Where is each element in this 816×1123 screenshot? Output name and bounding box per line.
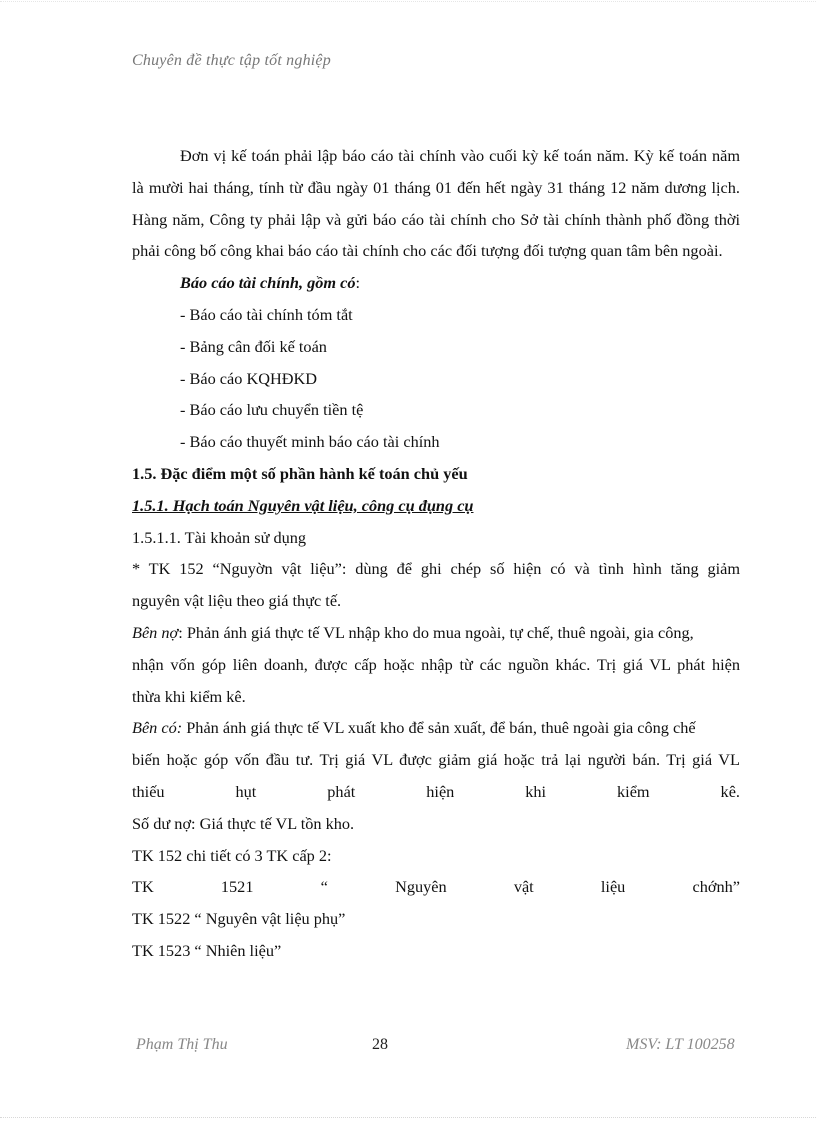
paragraph-line: thiếu hụt phát hiện khi kiểm kê. — [132, 781, 740, 801]
account-line: TK 1523 “ Nhiên liệu” — [132, 940, 282, 960]
paragraph-line: phải công bố công khai báo cáo tài chính cho các đối tượng đối tượng quan tâm bên ngoài. — [132, 241, 723, 261]
footer-student-id: MSV: LT 100258 — [626, 1036, 735, 1053]
ben-no-text: : Phản ánh giá thực tế VL nhập kho do mua ngoài, tự chế, thuê ngoài, gia công, — [178, 622, 694, 642]
paragraph-line: thừa khi kiểm kê. — [132, 686, 246, 706]
list-item: - Báo cáo tài chính tóm tắt — [180, 304, 353, 324]
reports-heading-text: Báo cáo tài chính, gồm có — [180, 273, 356, 293]
paragraph-line: nhận vốn góp liên doanh, được cấp hoặc nhập từ các nguồn khác. Trị giá VL phát hiện — [132, 654, 740, 674]
list-item: - Báo cáo lưu chuyển tiền tệ — [180, 400, 364, 420]
page-header: Chuyên đề thực tập tốt nghiệp — [132, 52, 331, 69]
paragraph-line: * TK 152 “Nguyờn vật liệu”: dùng để ghi chép số hiện có và tình hình tăng giảm — [132, 559, 740, 579]
account-line: TK 1522 “ Nguyên vật liệu phụ” — [132, 909, 346, 929]
footer-page-number: 28 — [372, 1036, 388, 1053]
page-body — [132, 140, 740, 967]
top-divider — [0, 1, 816, 2]
reports-heading — [132, 267, 740, 299]
paragraph-line: Số dư nợ: Giá thực tế VL tồn kho. — [132, 813, 355, 833]
ben-co-line — [132, 712, 740, 744]
paragraph-line: là mười hai tháng, tính từ đầu ngày 01 tháng 01 đến hết ngày 31 tháng 12 năm dương lịch. — [132, 177, 740, 197]
ben-no-label: Bên nợ — [132, 622, 179, 642]
paragraph-line: TK 152 chi tiết có 3 TK cấp 2: — [132, 845, 332, 865]
paragraph-line: Hàng năm, Công ty phải lập và gửi báo cáo tài chính cho Sở tài chính thành phố đồng thời — [132, 209, 740, 229]
paragraph-line: nguyên vật liệu theo giá thực tế. — [132, 591, 342, 611]
paragraph-line: biến hoặc góp vốn đầu tư. Trị giá VL được giảm giá hoặc trả lại người bán. Trị giá VL — [132, 750, 740, 770]
ben-co-text: Phản ánh giá thực tế VL xuất kho để sản xuất, để bán, thuê ngoài gia công chế — [182, 718, 696, 738]
section-heading-1-5-1-1: 1.5.1.1. Tài khoản sử dụng — [132, 527, 307, 547]
ben-co-label: Bên có: — [132, 718, 183, 738]
paragraph-line: Đơn vị kế toán phải lập báo cáo tài chính vào cuối kỳ kế toán năm. Kỳ kế toán năm — [180, 146, 740, 165]
list-item: - Báo cáo KQHĐKD — [180, 368, 317, 388]
section-heading-1-5-1: 1.5.1. Hạch toán Nguyên vật liệu, công cụ đụng cụ — [132, 495, 474, 515]
section-heading-1-5: 1.5. Đặc điểm một số phần hành kế toán chủ yếu — [132, 463, 468, 483]
list-item: - Bảng cân đối kế toán — [180, 336, 327, 356]
ben-no-line — [132, 617, 740, 649]
reports-heading-colon: : — [355, 273, 361, 293]
bottom-divider — [0, 1117, 816, 1118]
list-item: - Báo cáo thuyết minh báo cáo tài chính — [180, 432, 440, 452]
account-line: TK 1521 “ Nguyên vật liệu chớnh” — [132, 877, 740, 897]
footer-author: Phạm Thị Thu — [136, 1036, 228, 1053]
